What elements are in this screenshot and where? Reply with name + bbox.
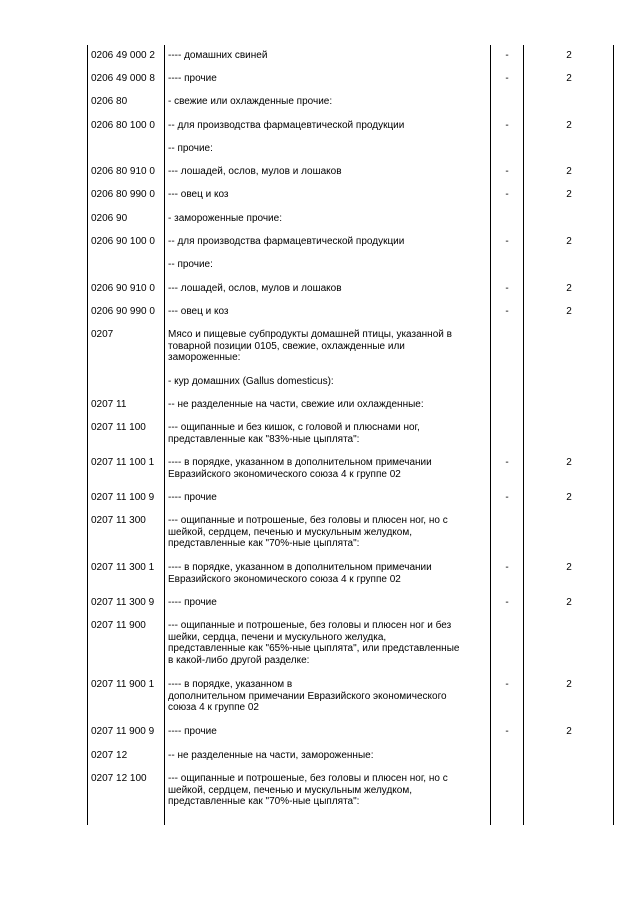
description-cell: ---- в порядке, указанном в дополнительном примечании Евразийского экономического союза 4 к группе 02	[168, 679, 447, 713]
description-cell: Мясо и пищевые субпродукты домашней птицы, указанной в товарной позиции 0105, свежие, охлажденные или замороженные:	[168, 329, 452, 363]
column-border	[490, 45, 491, 825]
unit-cell: -	[505, 50, 509, 61]
code-cell: 0207 11 100 9	[91, 492, 155, 503]
code-cell: 0206 80 990 0	[91, 189, 155, 200]
code-cell: 0207 11 900	[91, 620, 146, 631]
description-cell: -- не разделенные на части, замороженные:	[168, 750, 374, 761]
column-border	[164, 45, 165, 825]
code-cell: 0206 49 000 2	[91, 50, 155, 61]
rate-cell: 2	[566, 166, 572, 177]
rate-cell: 2	[566, 679, 572, 690]
rate-cell: 2	[566, 236, 572, 247]
code-cell: 0206 80 100 0	[91, 120, 155, 131]
code-cell: 0206 49 000 8	[91, 73, 155, 84]
description-cell: -- для производства фармацевтической продукции	[168, 120, 405, 131]
unit-cell: -	[505, 73, 509, 84]
rate-cell: 2	[566, 726, 572, 737]
unit-cell: -	[505, 492, 509, 503]
code-cell: 0207 12	[91, 750, 128, 761]
description-cell: -- прочие:	[168, 143, 213, 154]
code-cell: 0206 80	[91, 96, 128, 107]
code-cell: 0206 90 100 0	[91, 236, 155, 247]
description-cell: --- ощипанные и потрошеные, без головы и плюсен ног, но с шейкой, сердцем, печенью и мускульным желудком, представленные как "70%-ные цыплята":	[168, 773, 448, 807]
description-cell: ---- домашних свиней	[168, 50, 268, 61]
column-border	[613, 45, 614, 825]
code-cell: 0207 12 100	[91, 773, 147, 784]
description-cell: --- овец и коз	[168, 306, 229, 317]
description-cell: - кур домашних (Gallus domesticus):	[168, 376, 334, 387]
unit-cell: -	[505, 457, 509, 468]
code-cell: 0207 11 300 1	[91, 562, 155, 573]
unit-cell: -	[505, 726, 509, 737]
tariff-table	[87, 45, 614, 825]
code-cell: 0206 90	[91, 213, 128, 224]
rate-cell: 2	[566, 306, 572, 317]
unit-cell: -	[505, 562, 509, 573]
description-cell: -- не разделенные на части, свежие или охлажденные:	[168, 399, 424, 410]
code-cell: 0207 11	[91, 399, 127, 410]
code-cell: 0207 11 100	[91, 422, 146, 433]
code-cell: 0206 90 990 0	[91, 306, 155, 317]
code-cell: 0207 11 300	[91, 515, 146, 526]
code-cell: 0207 11 100 1	[91, 457, 155, 468]
description-cell: --- ощипанные и потрошеные, без головы и плюсен ног, но с шейкой, сердцем, печенью и мускульным желудком, представленные как "70%-ные цыплята":	[168, 515, 448, 549]
unit-cell: -	[505, 189, 509, 200]
rate-cell: 2	[566, 562, 572, 573]
unit-cell: -	[505, 283, 509, 294]
unit-cell: -	[505, 236, 509, 247]
unit-cell: -	[505, 166, 509, 177]
column-border	[523, 45, 524, 825]
rate-cell: 2	[566, 597, 572, 608]
description-cell: ---- в порядке, указанном в дополнительном примечании Евразийского экономического союза 4 к группе 02	[168, 457, 432, 480]
rate-cell: 2	[566, 50, 572, 61]
description-cell: --- лошадей, ослов, мулов и лошаков	[168, 283, 342, 294]
rate-cell: 2	[566, 283, 572, 294]
unit-cell: -	[505, 679, 509, 690]
description-cell: --- овец и коз	[168, 189, 229, 200]
description-cell: --- ощипанные и потрошеные, без головы и плюсен ног и без шейки, сердца, печени и мускульного желудка, представленные как "65%-ные цыплята", или представленные в какой-либо другой разделке:	[168, 620, 460, 666]
rate-cell: 2	[566, 120, 572, 131]
unit-cell: -	[505, 306, 509, 317]
description-cell: - замороженные прочие:	[168, 213, 282, 224]
unit-cell: -	[505, 120, 509, 131]
code-cell: 0207 11 300 9	[91, 597, 155, 608]
description-cell: -- прочие:	[168, 259, 213, 270]
description-cell: -- для производства фармацевтической продукции	[168, 236, 405, 247]
description-cell: ---- прочие	[168, 726, 217, 737]
code-cell: 0206 80 910 0	[91, 166, 155, 177]
description-cell: ---- прочие	[168, 597, 217, 608]
code-cell: 0207 11 900 9	[91, 726, 155, 737]
rate-cell: 2	[566, 73, 572, 84]
description-cell: - свежие или охлажденные прочие:	[168, 96, 333, 107]
description-cell: ---- в порядке, указанном в дополнительном примечании Евразийского экономического союза 4 к группе 02	[168, 562, 432, 585]
rate-cell: 2	[566, 457, 572, 468]
description-cell: --- ощипанные и без кишок, с головой и плюснами ног, представленные как "83%-ные цыплята":	[168, 422, 420, 445]
description-cell: ---- прочие	[168, 73, 217, 84]
description-cell: ---- прочие	[168, 492, 217, 503]
column-border	[87, 45, 88, 825]
code-cell: 0207	[91, 329, 114, 340]
code-cell: 0207 11 900 1	[91, 679, 155, 690]
code-cell: 0206 90 910 0	[91, 283, 155, 294]
description-cell: --- лошадей, ослов, мулов и лошаков	[168, 166, 342, 177]
rate-cell: 2	[566, 189, 572, 200]
rate-cell: 2	[566, 492, 572, 503]
unit-cell: -	[505, 597, 509, 608]
